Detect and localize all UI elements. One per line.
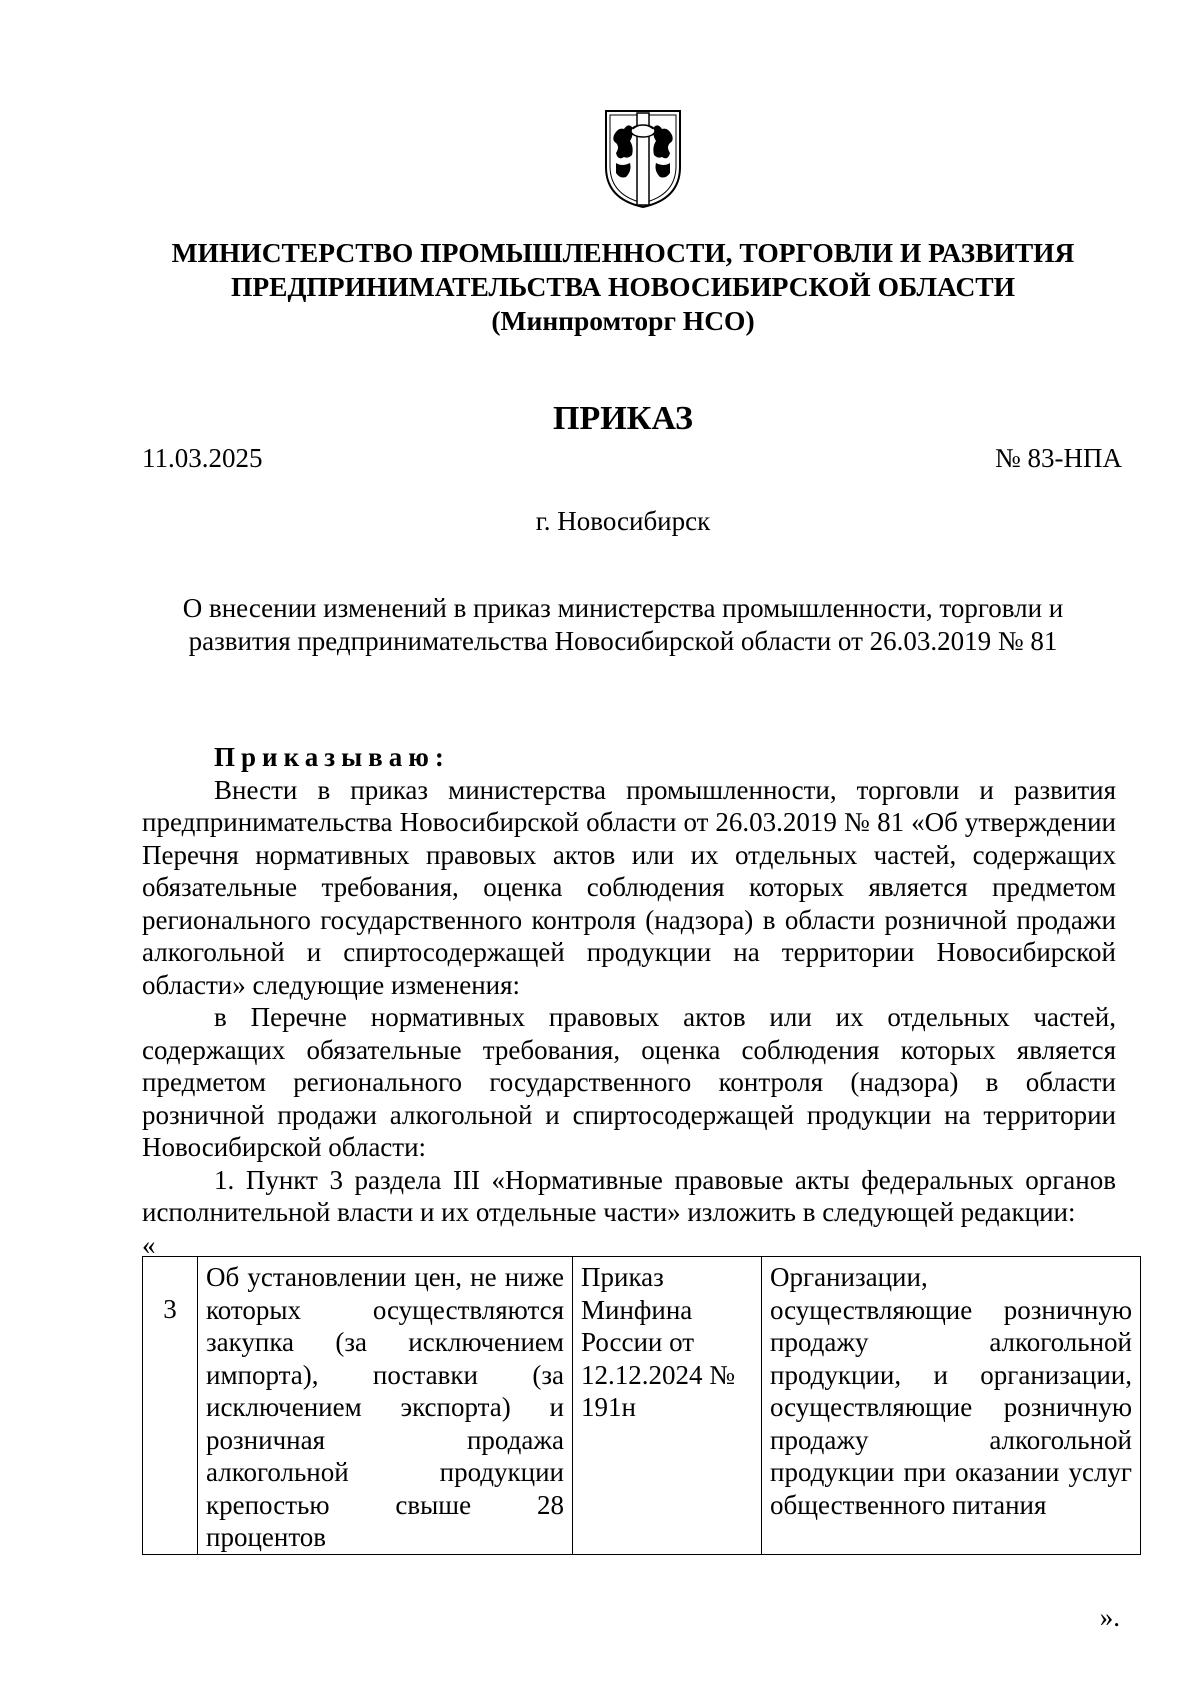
coat-of-arms-icon — [600, 107, 686, 211]
cell-legal-act: Приказ Минфина России от 12.12.2024 № 191н — [573, 1257, 762, 1555]
subject-line1: О внесении изменений в приказ министерства промышленности, торговли и — [182, 593, 1064, 623]
cell-entities: Организации, осуществляющие розничную продажу алкогольной продукции, и организации, осуществляющие розничную продажу алкогольной продукции при оказании услуг общественного питания — [762, 1257, 1141, 1555]
subject-line2: развития предпринимательства Новосибирской области от 26.03.2019 № 81 — [188, 626, 1058, 656]
cell-subject: Об установлении цен, не ниже которых осуществляются закупка (за исключением импорта), поставки (за исключением экспорта) и розничная продажа алкогольной продукции крепостью свыше 28 процентов — [198, 1257, 573, 1555]
cell-number: 3 — [143, 1257, 198, 1555]
order-word: Приказываю: — [214, 742, 450, 772]
open-quote: « — [142, 1229, 156, 1260]
ministry-header-line2: ПРЕДПРИНИМАТЕЛЬСТВА НОВОСИБИРСКОЙ ОБЛАСТИ — [230, 271, 1016, 302]
document-subject — [150, 592, 1096, 658]
body-paragraph-3: 1. Пункт 3 раздела III «Нормативные правовые акты федеральных органов исполнительной власти и их отдельные части» изложить в следующей редакции: — [142, 1164, 1116, 1227]
close-quote: ». — [1099, 1602, 1120, 1632]
ministry-header-line1: МИНИСТЕРСТВО ПРОМЫШЛЕННОСТИ, ТОРГОВЛИ И РАЗВИТИЯ — [171, 237, 1075, 268]
body-paragraph-2: в Перечне нормативных правовых актов или их отдельных частей, содержащих обязательные требования, оценка соблюдения которых является предметом регионального государственного контроля (надзора) в области розничной продажи алкогольной и спиртосодержащей продукции на территории Новосибирской области: — [142, 1002, 1116, 1162]
document-number: № 83-НПА — [995, 443, 1122, 473]
body-paragraph-1: Внести в приказ министерства промышленности, торговли и развития предпринимательства Новосибирской области от 26.03.2019 № 81 «Об утверждении Перечня нормативных правовых актов или их отдельных частей, содержащих обязательные требования, оценка соблюдения которых является предметом регионального государственного контроля (надзора) в области розничной продажи алкогольной и спиртосодержащей продукции на территории Новосибирской области» следующие изменения: — [142, 774, 1116, 1000]
document-type-title: ПРИКАЗ — [553, 400, 693, 437]
document-city: г. Новосибирск — [535, 506, 711, 536]
document-date: 11.03.2025 — [142, 443, 263, 473]
ministry-header — [130, 236, 1116, 338]
table-row — [143, 1257, 1141, 1555]
amendment-table — [142, 1256, 1141, 1555]
document-body — [142, 741, 1116, 1261]
ministry-header-short: (Минпромторг НСО) — [491, 305, 755, 336]
